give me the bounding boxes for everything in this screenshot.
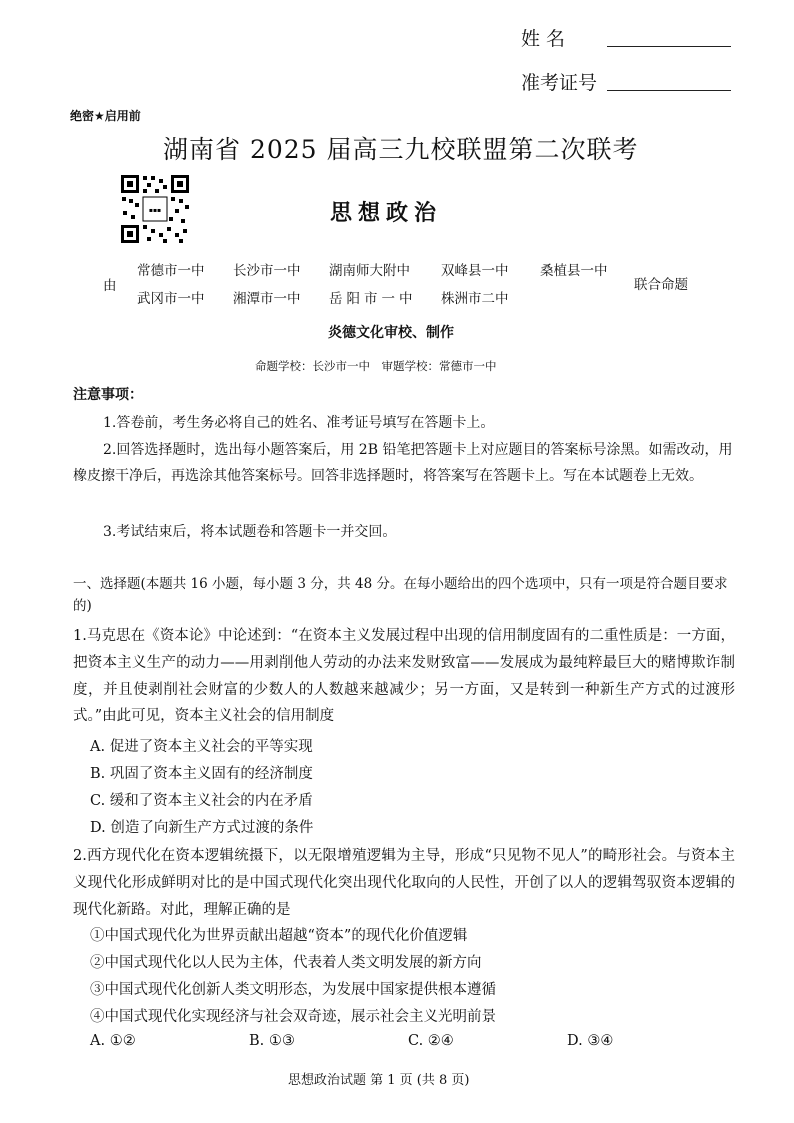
school-name: 湘潭市一中 bbox=[233, 291, 301, 307]
svg-text:▪▪▪: ▪▪▪ bbox=[148, 207, 162, 214]
name-label: 姓 名 bbox=[521, 28, 566, 50]
question-2-option-d[interactable]: D. ③④ bbox=[567, 1033, 614, 1049]
schools-suffix: 联合命题 bbox=[634, 277, 688, 293]
question-2-option-c[interactable]: C. ②④ bbox=[408, 1033, 454, 1049]
school-name: 双峰县一中 bbox=[441, 263, 509, 279]
school-name: 湖南师大附中 bbox=[329, 263, 410, 279]
question-1-stem: 1.马克思在《资本论》中论述到：“在资本主义发展过程中出现的信用制度固有的二重性质是：一方面，把资本主义生产的动力——用剥削他人劳动的办法来发财致富——发展成为最纯粹最巨大的赌博欺诈制度，并且使剥削社会财富的少数人的人数越来越减少；另一方面，又是转到一种新生产方式的过渡形式。”由此可见，资本主义社会的信用制度 bbox=[73, 628, 735, 725]
school-name: 武冈市一中 bbox=[137, 291, 205, 307]
question-1-option-b[interactable]: B. 巩固了资本主义固有的经济制度 bbox=[90, 766, 313, 782]
section-heading: 一、选择题(本题共 16 小题，每小题 3 分，共 48 分。在每小题给出的四个选项中，只有一项是符合题目要求的) bbox=[73, 576, 728, 614]
exam-title: 湖南省 2025 届高三九校联盟第二次联考 bbox=[163, 135, 639, 164]
question-2-stem: 2.西方现代化在资本逻辑统摄下，以无限增殖逻辑为主导，形成“只见物不见人”的畸形社会。与资本主义现代化形成鲜明对比的是中国式现代化突出现代化取向的人民性，开创了以人的逻辑驾驭资本逻辑的现代化新路。对此，理解正确的是 bbox=[73, 848, 735, 918]
secret-label: 绝密★启用前 bbox=[70, 109, 141, 123]
page-footer: 思想政治试题 第 1 页 (共 8 页) bbox=[288, 1073, 470, 1088]
question-2-option-b[interactable]: B. ①③ bbox=[249, 1033, 295, 1049]
question-1-option-c[interactable]: C. 缓和了资本主义社会的内在矛盾 bbox=[90, 793, 313, 809]
setters-line: 命题学校：长沙市一中 审题学校：常德市一中 bbox=[255, 359, 497, 373]
subject-title: 思想政治 bbox=[330, 201, 443, 226]
school-name: 桑植县一中 bbox=[540, 263, 608, 279]
id-field-line[interactable] bbox=[607, 90, 731, 91]
notice-heading: 注意事项： bbox=[73, 387, 143, 403]
question-1-option-a[interactable]: A. 促进了资本主义社会的平等实现 bbox=[90, 739, 313, 755]
notice-item: 1.答卷前，考生务必将自己的姓名、准考证号填写在答题卡上。 bbox=[103, 415, 495, 431]
question-2-option-a[interactable]: A. ①② bbox=[90, 1033, 136, 1049]
name-field-line[interactable] bbox=[607, 46, 731, 47]
question-1-option-d[interactable]: D. 创造了向新生产方式过渡的条件 bbox=[90, 820, 314, 836]
qr-code-icon bbox=[119, 173, 191, 245]
question-2-statement: ④中国式现代化实现经济与社会双奇迹，展示社会主义光明前景 bbox=[90, 1009, 496, 1025]
question-2-statement: ①中国式现代化为世界贡献出超越“资本”的现代化价值逻辑 bbox=[90, 928, 468, 944]
schools-prefix: 由 bbox=[103, 278, 117, 294]
question-2-statement: ②中国式现代化以人民为主体，代表着人类文明发展的新方向 bbox=[90, 955, 482, 971]
school-name: 株洲市二中 bbox=[441, 291, 509, 307]
id-label: 准考证号 bbox=[521, 72, 598, 94]
school-name: 常德市一中 bbox=[137, 263, 205, 279]
question-2-statement: ③中国式现代化创新人类文明形态，为发展中国家提供根本遵循 bbox=[90, 982, 496, 998]
notice-item: 3.考试结束后，将本试题卷和答题卡一并交回。 bbox=[103, 524, 397, 540]
producer-label: 炎德文化审校、制作 bbox=[328, 325, 454, 341]
school-name: 长沙市一中 bbox=[233, 263, 301, 279]
notice-item: 2.回答选择题时，选出每小题答案后，用 2B 铅笔把答题卡上对应题目的答案标号涂黑。如需改动，用橡皮擦干净后，再选涂其他答案标号。回答非选择题时，将答案写在答题卡上。写在本试题卷上无效。 bbox=[73, 442, 733, 484]
school-name: 岳阳市一中 bbox=[329, 291, 417, 307]
